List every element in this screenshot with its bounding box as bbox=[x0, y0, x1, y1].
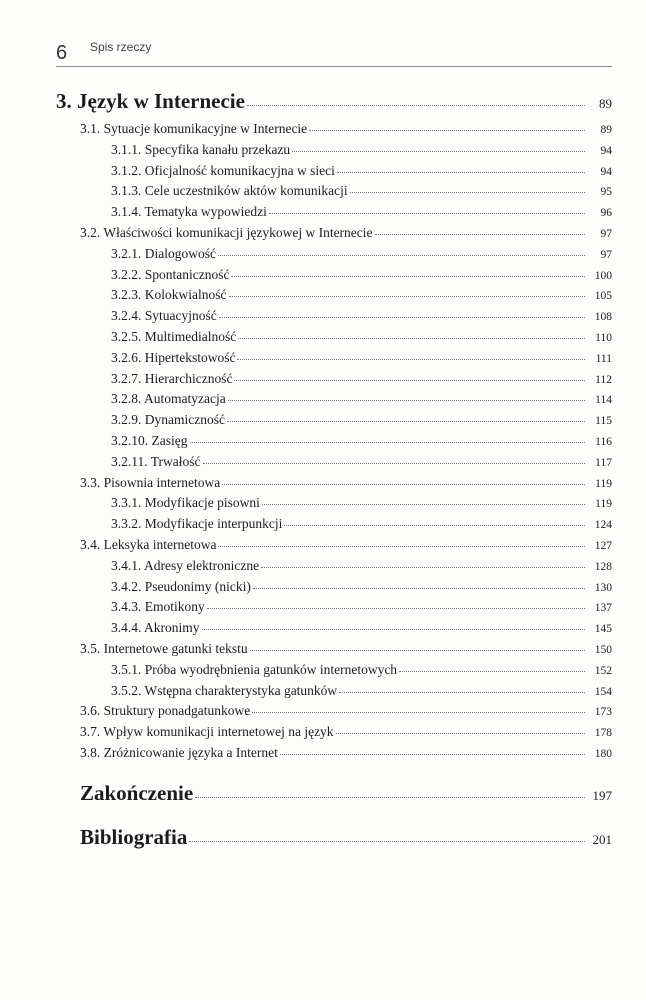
leader-dots bbox=[269, 213, 585, 214]
leader-dots bbox=[222, 484, 585, 485]
toc-entry-page: 97 bbox=[600, 228, 612, 240]
toc-entry-page: 110 bbox=[595, 332, 612, 344]
toc-entry-title: 3.2.6. Hipertekstowość bbox=[111, 349, 236, 365]
leader-dots bbox=[375, 234, 585, 235]
toc-entry-title: 3.5. Internetowe gatunki tekstu bbox=[80, 641, 248, 656]
toc-entry-page: 96 bbox=[600, 207, 612, 220]
leader-dots bbox=[261, 567, 585, 568]
running-head: Spis rzeczy bbox=[90, 40, 152, 54]
leader-dots bbox=[228, 400, 585, 401]
toc-section-entry bbox=[80, 121, 612, 137]
toc-subsection-entry bbox=[111, 391, 612, 407]
toc-subsection-entry bbox=[111, 163, 612, 179]
toc-entry-page: 111 bbox=[595, 352, 612, 365]
toc-entry-page: 105 bbox=[594, 290, 612, 303]
toc-entry-page: 201 bbox=[592, 832, 612, 847]
toc-entry-title: 3. Język w Internecie bbox=[56, 89, 245, 113]
toc-entry-title: 3.7. Wpływ komunikacji internetowej na język bbox=[80, 724, 334, 740]
toc-entry-title: 3.2. Właściwości komunikacji językowej w Internecie bbox=[80, 225, 373, 240]
toc-entry-title: 3.5.2. Wstępna charakterystyka gatunków bbox=[111, 682, 338, 698]
toc-subsection-entry bbox=[111, 204, 612, 220]
toc-entry-title: 3.2.2. Spontaniczność bbox=[111, 266, 230, 282]
toc-entry-title: 3.4.3. Emotikony bbox=[111, 599, 205, 615]
toc-entry-page: 128 bbox=[594, 560, 612, 573]
toc-entry-page: 97 bbox=[600, 248, 612, 261]
toc-entry-page: 173 bbox=[594, 706, 612, 719]
leader-dots bbox=[203, 463, 585, 464]
toc-entry-page: 94 bbox=[600, 144, 612, 157]
leader-dots bbox=[207, 608, 585, 609]
leader-dots bbox=[218, 546, 585, 547]
toc-entry-title: 3.2.5. Multimedialność bbox=[111, 329, 237, 344]
toc-entry-page: 112 bbox=[595, 373, 612, 386]
toc-subsection-entry bbox=[111, 350, 612, 366]
leader-dots bbox=[202, 629, 585, 630]
leader-dots bbox=[237, 359, 585, 360]
toc-subsection-entry bbox=[111, 267, 612, 283]
toc-entry-title: 3.2.11. Trwałość bbox=[111, 453, 201, 469]
toc-end-section bbox=[80, 781, 612, 806]
toc-subsection-entry bbox=[111, 599, 612, 615]
toc-subsection-entry bbox=[111, 371, 612, 387]
toc-entry-page: 95 bbox=[600, 186, 612, 199]
toc-entry-title: Zakończenie bbox=[80, 781, 194, 805]
leader-dots bbox=[253, 588, 585, 589]
toc-entry-title: 3.6. Struktury ponadgatunkowe bbox=[80, 703, 251, 719]
toc-subsection-entry bbox=[111, 329, 612, 345]
toc-entry-page: 137 bbox=[594, 602, 612, 615]
toc-entry-page: 115 bbox=[595, 415, 612, 428]
toc-subsection-entry bbox=[111, 558, 612, 574]
toc-section-entry bbox=[80, 724, 612, 740]
toc-entry-page: 108 bbox=[594, 311, 612, 324]
toc-subsection-entry bbox=[111, 412, 612, 428]
toc-subsection-entry bbox=[111, 516, 612, 532]
toc-entry-title: 3.1.4. Tematyka wypowiedzi bbox=[111, 204, 267, 220]
toc-section-entry bbox=[80, 641, 612, 657]
toc-entry-page: 154 bbox=[594, 685, 612, 698]
toc-subsection-entry bbox=[111, 579, 612, 595]
toc-entry-page: 178 bbox=[594, 727, 612, 740]
toc-entry-title: 3.4.4. Akronimy bbox=[111, 620, 200, 636]
leader-dots bbox=[350, 192, 585, 193]
chapter-heading bbox=[56, 89, 612, 114]
toc-entry-title: 3.1.2. Oficjalność komunikacyjna w sieci bbox=[111, 162, 335, 178]
leader-dots bbox=[238, 338, 585, 339]
toc-entry-title: 3.2.8. Automatyzacja bbox=[111, 391, 226, 407]
toc-entry-title: 3.3.2. Modyfikacje interpunkcji bbox=[111, 516, 283, 532]
toc-entry-title: 3.4. Leksyka internetowa bbox=[80, 537, 217, 552]
toc-entry-page: 150 bbox=[594, 644, 612, 656]
leader-dots bbox=[189, 841, 585, 842]
toc-section-entry bbox=[80, 475, 612, 491]
toc-end-section bbox=[80, 825, 612, 850]
toc-subsection-entry bbox=[111, 142, 612, 158]
toc-section-entry bbox=[80, 225, 612, 241]
toc-entry-page: 89 bbox=[599, 96, 612, 111]
toc-subsection-entry bbox=[111, 454, 612, 470]
leader-dots bbox=[252, 712, 585, 713]
leader-dots bbox=[219, 317, 585, 318]
leader-dots bbox=[292, 151, 585, 152]
leader-dots bbox=[231, 276, 585, 277]
toc-entry-title: 3.3. Pisownia internetowa bbox=[80, 474, 221, 490]
toc-subsection-entry bbox=[111, 287, 612, 303]
toc-entry-title: 3.2.4. Sytuacyjność bbox=[111, 308, 217, 324]
toc-subsection-entry bbox=[111, 308, 612, 324]
toc-section-entry bbox=[80, 703, 612, 719]
toc-entry-page: 180 bbox=[594, 748, 612, 760]
leader-dots bbox=[218, 255, 585, 256]
toc-subsection-entry bbox=[111, 683, 612, 699]
toc-entry-title: Bibliografia bbox=[80, 825, 188, 849]
toc-entry-page: 152 bbox=[594, 664, 612, 677]
toc-entry-title: 3.1.3. Cele uczestników aktów komunikacji bbox=[111, 183, 348, 199]
toc-entry-page: 124 bbox=[594, 519, 612, 532]
toc-entry-page: 119 bbox=[595, 477, 612, 490]
toc-section-entry bbox=[80, 537, 612, 553]
toc-entry-page: 145 bbox=[594, 623, 612, 636]
toc-entry-title: 3.1. Sytuacje komunikacyjne w Internecie bbox=[80, 121, 308, 136]
toc-subsection-entry bbox=[111, 246, 612, 262]
leader-dots bbox=[284, 525, 585, 526]
toc-entry-page: 117 bbox=[595, 456, 612, 469]
leader-dots bbox=[309, 130, 585, 131]
toc-entry-page: 94 bbox=[600, 165, 612, 178]
leader-dots bbox=[337, 172, 585, 173]
toc-subsection-entry bbox=[111, 620, 612, 636]
toc-entry-page: 197 bbox=[592, 788, 612, 803]
toc-entry-title: 3.2.7. Hierarchiczność bbox=[111, 370, 233, 386]
page-number: 6 bbox=[56, 42, 68, 64]
leader-dots bbox=[262, 504, 585, 505]
leader-dots bbox=[190, 442, 586, 443]
toc-entry-page: 89 bbox=[600, 124, 612, 136]
leader-dots bbox=[280, 754, 585, 755]
toc-entry-title: 3.2.3. Kolokwialność bbox=[111, 287, 227, 303]
leader-dots bbox=[399, 671, 585, 672]
toc-section-entry bbox=[80, 745, 612, 761]
leader-dots bbox=[229, 296, 586, 297]
page-header bbox=[56, 40, 612, 67]
toc-entry-title: 3.8. Zróżnicowanie języka a Internet bbox=[80, 745, 278, 760]
leader-dots bbox=[234, 380, 585, 381]
toc-entry-title: 3.2.1. Dialogowość bbox=[111, 245, 216, 261]
toc-entry-title: 3.2.10. Zasięg bbox=[111, 433, 188, 448]
toc-entry-page: 130 bbox=[594, 581, 612, 594]
leader-dots bbox=[247, 105, 585, 106]
toc-entry-page: 119 bbox=[595, 498, 612, 511]
toc-entry-title: 3.5.1. Próba wyodrębnienia gatunków internetowych bbox=[111, 661, 398, 677]
toc-entry-title: 3.1.1. Specyfika kanału przekazu bbox=[111, 141, 291, 157]
toc-entry-title: 3.4.1. Adresy elektroniczne bbox=[111, 557, 260, 573]
toc-entry-page: 114 bbox=[595, 394, 612, 407]
toc-entry-page: 116 bbox=[595, 436, 612, 448]
toc-entry-title: 3.4.2. Pseudonimy (nicki) bbox=[111, 578, 251, 594]
leader-dots bbox=[227, 421, 585, 422]
leader-dots bbox=[250, 650, 585, 651]
toc-entry-page: 100 bbox=[594, 269, 612, 282]
leader-dots bbox=[339, 692, 585, 693]
toc-entry-title: 3.2.9. Dynamiczność bbox=[111, 412, 225, 428]
toc-subsection-entry bbox=[111, 433, 612, 449]
toc-entry-page: 127 bbox=[594, 540, 612, 552]
toc-subsection-entry bbox=[111, 183, 612, 199]
toc-subsection-entry bbox=[111, 662, 612, 678]
toc-entry-title: 3.3.1. Modyfikacje pisowni bbox=[111, 495, 260, 511]
leader-dots bbox=[195, 797, 585, 798]
toc-subsection-entry bbox=[111, 495, 612, 511]
leader-dots bbox=[336, 733, 585, 734]
